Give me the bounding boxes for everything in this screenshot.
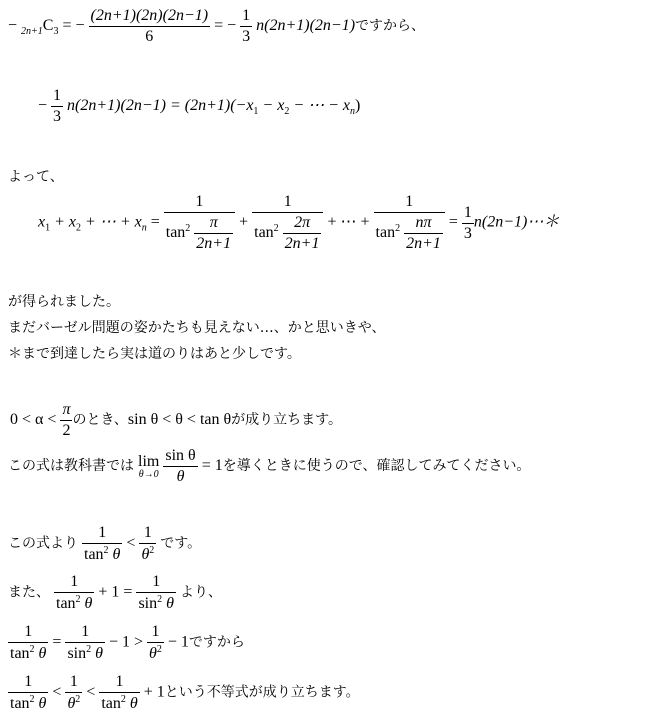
sup: 2 [156,644,162,655]
one-over-theta2 [139,525,156,563]
fraction-1 [89,8,211,45]
term-n-num: 1 [405,193,414,210]
p3: ＊まで到達したら実は道のりはあと少しです。 [8,346,301,362]
tan2-theta [8,642,48,662]
term-n-den [374,212,445,252]
equals: = [146,213,164,231]
pi: π [62,401,71,418]
theta: θ [166,595,174,612]
expression-tail: n(2n+1)(2n−1) [256,17,356,35]
sin-over-theta [163,448,197,485]
fraction-den: 3 [53,108,62,125]
one: 1 [151,623,160,640]
tan2-theta [99,692,139,712]
sup: 2 [120,694,126,705]
equals-minus: = − [62,17,85,35]
sup: 2 [103,545,109,556]
theta: θ [38,645,47,662]
text-notoki: のとき、 [72,412,128,429]
tan: tan [10,695,30,712]
minus-x2: − x [258,97,285,115]
tan2-theta [54,592,94,612]
sup: 2 [149,545,155,556]
tan: tan [165,224,186,242]
tan: tan [375,224,396,242]
theta2 [139,543,156,563]
angle-1-den: 2n+1 [196,235,232,252]
text-p2 [8,321,385,335]
close-paren: ) [355,97,361,115]
theta: θ [84,595,93,612]
theta: θ [38,695,47,712]
angle-1 [194,215,233,252]
c-sub-left: 2n+1 [21,26,43,38]
angle-2 [283,215,322,252]
sup-2: 2 [185,223,191,235]
angle-n-num: nπ [415,214,432,231]
tan2-theta [82,543,122,563]
one: 1 [115,673,124,690]
theta: θ [95,645,103,662]
one-over-theta2 [65,674,82,712]
equals-one: = 1 [197,457,223,475]
text-yori: より、 [179,584,222,601]
angle-1-num: π [209,214,218,231]
equation-line-8 [8,574,222,612]
equals: = [48,633,66,651]
term-2 [252,194,323,252]
plus-dots-xn: + ⋯ + x [81,213,142,231]
third-den: 3 [463,224,472,242]
theta: θ [163,466,197,485]
equation-line-1 [8,8,425,45]
p2: まだバーゼル問題の姿かたちも見えない…、かと思いきや、 [8,320,386,336]
one-over-tan2 [82,525,122,563]
angle-n-den: 2n+1 [406,235,441,252]
theta: θ [67,695,76,712]
term-1 [164,194,235,252]
sub-1: 1 [253,106,259,118]
text-desu: です。 [160,535,202,552]
one: 1 [69,673,78,690]
equation-line-9 [8,624,245,662]
sup: 2 [157,594,163,605]
tan2-theta [8,692,48,712]
one-over-tan2 [54,574,94,612]
theta: θ [149,645,157,662]
expr-main: n(2n+1)(2n−1) = (2n+1)(−x [67,97,254,115]
plus: + [235,213,253,231]
fraction-1-num: (2n+1)(2n)(2n−1) [90,7,209,24]
c-sub-right: 3 [53,26,59,38]
limit [138,454,159,480]
minus-dots-xn: − ⋯ − x [289,97,351,115]
theta2 [147,642,164,662]
sub-2: 2 [76,222,82,234]
angle-n [404,215,443,252]
one-over-theta2 [147,624,164,662]
text-kyoukasho: この式は教科書では [8,458,134,475]
equals-2: = [444,213,462,231]
sub-n: n [141,222,147,234]
text-desukara: ですから、 [355,18,426,35]
sin-theta: sin θ [165,447,196,464]
minus-one: − 1 [163,633,189,651]
text-futoushiki: という不等式が成り立ちます。 [164,684,360,701]
text-naritachimasu: が成り立ちます。 [231,412,343,429]
sin2-theta [65,642,105,662]
one-over-sin2 [65,624,105,662]
sup: 2 [75,694,81,705]
tan: tan [56,595,76,612]
fraction-num: 1 [53,87,62,104]
sup-2: 2 [273,223,279,235]
sup-2: 2 [395,223,401,235]
sin: sin [138,595,158,612]
plus-one-equals: + 1 = [94,583,137,601]
one: 1 [24,623,33,640]
text-p3 [8,347,301,361]
text-p1 [8,295,120,309]
fraction-third [51,88,63,125]
minus-one-gt: − 1 > [104,633,148,651]
lim-sub: θ→0 [138,468,159,480]
lt: < [48,683,66,701]
third-num: 1 [463,203,472,221]
equation-line-10 [8,674,360,712]
sub-1: 1 [45,222,51,234]
text-yotte [8,170,64,184]
angle-2-num: 2π [294,214,311,231]
one-over-tan2-b [99,674,139,712]
two: 2 [60,420,72,439]
lt-2: < [82,683,100,701]
sin2-theta [136,592,176,612]
sup: 2 [29,644,35,655]
one-over-sin2 [136,574,176,612]
text-mata: また、 [8,584,50,601]
one: 1 [152,573,161,590]
sub-2: 2 [284,106,290,118]
lim: lim [138,452,160,470]
text-kakunin: を導くときに使うので、確認してみてください。 [222,458,531,475]
sub-n: n [350,106,356,118]
fraction-third [462,205,474,242]
p1: が得られました。 [8,294,120,310]
fraction-1-den: 6 [89,26,211,45]
sup: 2 [75,594,81,605]
minus-sign: − [8,17,18,35]
plus-x2: + x [50,213,77,231]
lt: < [122,534,140,552]
inequality-alpha: 0 < α < [10,411,61,429]
fraction-2-num: 1 [242,7,251,24]
result-star: n(2n−1)⋯＊ [473,213,560,231]
one-over-tan2 [8,624,48,662]
one: 1 [24,673,33,690]
fraction-2-den: 3 [242,28,251,45]
sup: 2 [86,644,92,655]
equals-minus-2: = − [214,17,237,35]
pi-over-two [60,402,72,439]
text-konoshikiyori: この式より [8,535,78,552]
plus-dots: + ⋯ + [323,213,374,231]
term-1-den [164,212,235,252]
one: 1 [98,524,107,541]
sup: 2 [29,694,35,705]
x1: x [38,213,46,231]
theta: θ [141,546,150,563]
equation-line-2 [38,88,360,125]
angle-2-den: 2n+1 [284,235,320,252]
term-1-num: 1 [195,193,204,210]
term-2-num: 1 [283,193,292,210]
term-n [374,194,445,252]
one: 1 [81,623,90,640]
yotte: よって、 [8,169,64,185]
theta2 [65,692,82,712]
combination-c: C [42,17,54,35]
inequality-sin-tan: sin θ < θ < tan θ [127,411,232,429]
tan: tan [84,546,104,563]
plus-one: + 1 [139,683,165,701]
fraction-2 [240,8,252,45]
equation-line-5 [10,402,342,439]
theta: θ [112,546,121,563]
theta: θ [129,695,138,712]
equation-line-6 [8,448,530,485]
one-over-tan2 [8,674,48,712]
one: 1 [143,524,152,541]
term-2-den [252,212,323,252]
tan: tan [254,224,274,242]
equation-line-7 [8,525,201,563]
minus-sign: − [38,97,48,115]
text-desukara: ですから [188,634,245,651]
tan: tan [101,695,121,712]
sin: sin [67,645,87,662]
one: 1 [70,573,79,590]
equation-line-4 [38,194,559,252]
tan: tan [10,645,30,662]
